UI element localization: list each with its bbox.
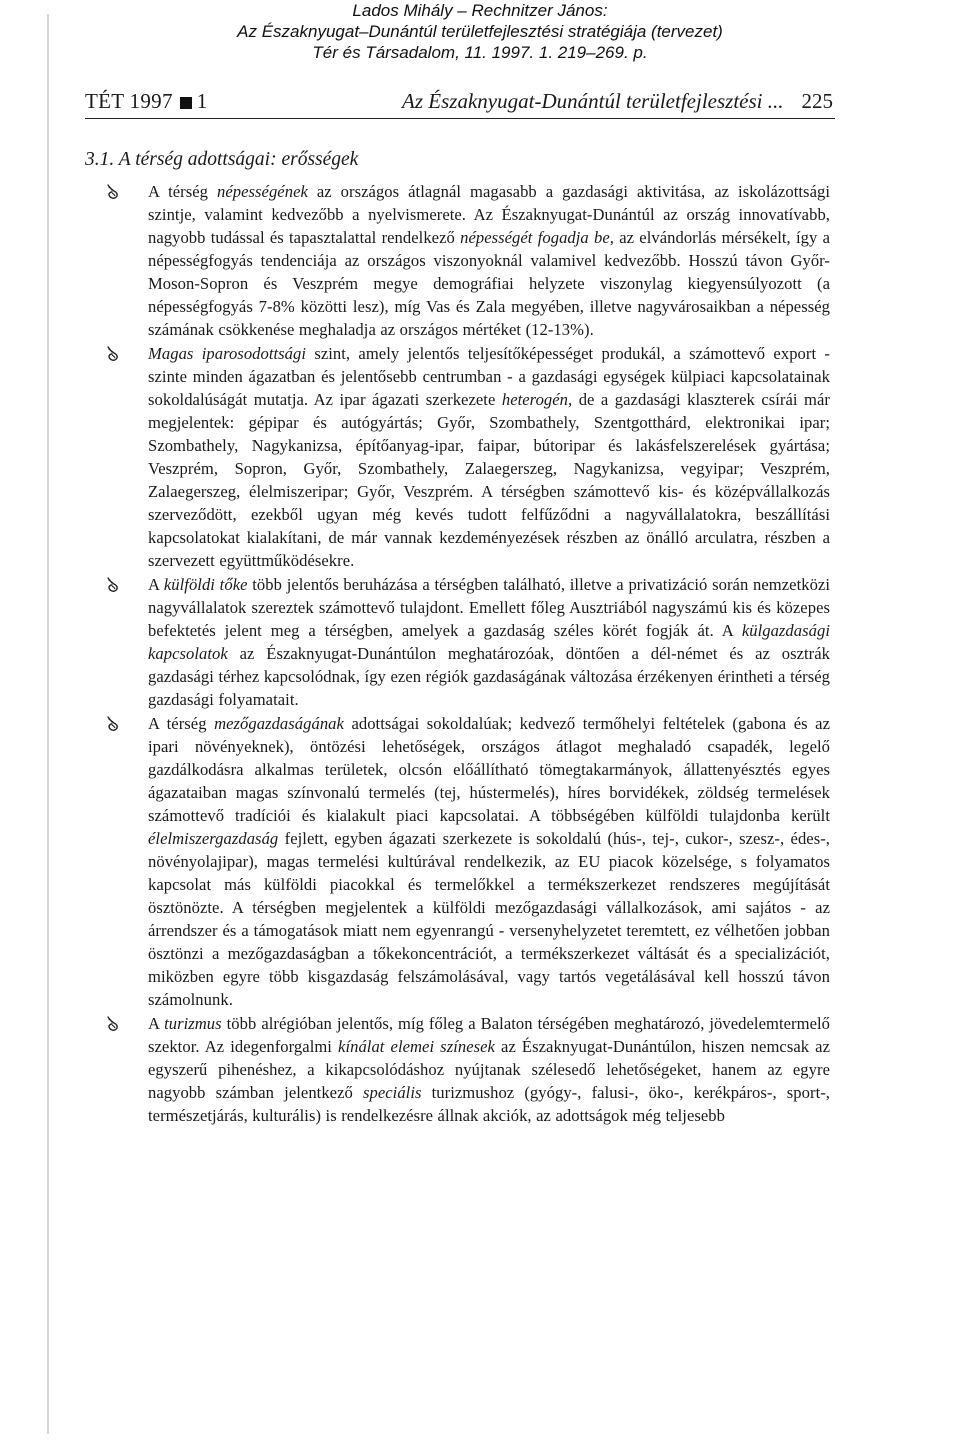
issue-number: 1 <box>196 89 208 113</box>
running-head-title: Az Északnyugat-Dunántúl területfejlesztési ... <box>402 89 784 113</box>
text-run: adottságai sokoldalúak; kedvező termőhelyi feltételek (gabona és az ipari növényeknek), öntözési lehetőségek, országos átlagot meghaladó csapadék, legelő gazdálkodásra alkalmas területek, olcsón előállítható tömegtakarmányok, állattenyésztés egyes ágazataiban magas színvonalú termelés (tej, hústermelés), híres borvidékek, zöldség termelések számottevő tradíciói és kialakult piaci kapcsolatai. A többségében külföldi tulajdonba került <box>148 714 830 825</box>
bullet-item-industry <box>106 342 830 572</box>
page-number: 225 <box>801 89 833 113</box>
bullet-text <box>148 573 830 711</box>
bullet-text <box>148 1012 830 1127</box>
bullet-text <box>148 180 830 341</box>
bullet-text <box>148 342 830 572</box>
bullet-text <box>148 712 830 1011</box>
emphasis-term: élelmiszergazdaság <box>148 829 279 848</box>
text-run: A <box>148 575 164 594</box>
citation-authors: Lados Mihály – Rechnitzer János: <box>352 1 608 20</box>
emphasis-term: turizmus <box>164 1014 222 1033</box>
text-run: több alrégióban jelentős, míg főleg a Balaton térségében meghatározó, jövedelemtermelő szektor. Az idegenforgalmi <box>148 1014 830 1056</box>
strengths-list <box>106 180 830 1128</box>
text-run: de a gazdasági klaszterek csírái már megjelentek: gépipar és autógyártás; Győr, Szombathely, Szentgotthárd, elektronikai ipar; Szombathely, Nagykanizsa, építőanyag-ipar, faipar, bútoripar és lakásfelszerelések gyártása; Veszprém, Sopron, Győr, Szombathely, Zalaegerszeg, Nagykanizsa, vegyipar; Veszprém, Zalaegerszeg, élelmiszeripar; Győr, Veszprém. A térségben számottevő kis- és középvállalkozás szerveződött, ezekből ugyan még kevés tudott felfűződni a nagyvállalatokra, beszállítási kapcsolatokat kialakítani, de már vannak kezdeményezések részben az önálló arculatra, részben a szervezett együttműködésekre. <box>148 390 830 570</box>
citation-block <box>0 0 960 63</box>
bullet-item-tourism <box>106 1012 830 1127</box>
citation-title: Az Északnyugat–Dunántúl területfejlesztési stratégiája (tervezet) <box>237 22 723 41</box>
emphasis-term: Magas iparosodottsági <box>148 344 307 363</box>
running-head-left <box>85 87 208 115</box>
emphasis-term: népességét fogadja be, <box>460 228 614 247</box>
emphasis-term: külgazdasági kapcsolatok <box>148 621 830 663</box>
text-run: A térség <box>148 182 217 201</box>
text-run: A <box>148 1014 165 1033</box>
text-run: az Északnyugat-Dunántúlon meghatározóak, döntően a dél-német és az osztrák gazdasági térhez kapcsolódnak, így ezen régiók gazdaságának változása érzékenyen érintheti a térség gazdasági folyamatait. <box>148 644 830 709</box>
text-run: szint, amely jelentős teljesítőképességet produkál, a számottevő export - szinte minden ágazatban és jelentősebb centrumban - a gazdasági egységek külpiaci kapcsolatainak sokoldalúságát mutatja. Az ipar ágazati szerkezete <box>148 344 830 409</box>
hand-pointing-icon <box>106 184 120 200</box>
text-run: A térség <box>148 714 215 733</box>
hand-pointing-icon <box>106 346 120 362</box>
text-run: az elvándorlás mérsékelt, így a népességfogyás tendenciája az országos viszonyoknál valamivel kedvezőbb. Hosszú távon Győr-Moson-Sopron és Veszprém megye demográfiai helyzete viszonylag kiegyensúlyozott (a népességfogyás 7-8% közötti lesz), míg Vas és Zala megyében, illetve nagyvárosaikban a népesség számának csökkenése meghaladja az országos mértéket (12-13%). <box>148 228 830 339</box>
scan-margin-line <box>47 14 49 1434</box>
running-head-right <box>402 87 833 115</box>
text-run: az Északnyugat-Dunántúlon, hiszen nemcsak az egyszerű pihenéshez, a kikapcsolódáshoz nyújtanak szélesedő lehetőségeket, hanem az egyre nagyobb számban jelentkező <box>148 1037 830 1102</box>
hand-pointing-icon <box>106 1016 120 1032</box>
hand-pointing-icon <box>106 577 120 593</box>
running-head <box>85 87 833 117</box>
bullet-item-population <box>106 180 830 341</box>
text-run: több jelentős beruházása a térségben található, illetve a privatizáció során nemzetközi nagyvállalatok szereztek számottevő tulajdont. Emellett főleg Ausztriából nagyszámú kis és közepes befektetés jelent meg a térségben, amelyek a gazdaság széles körét fogják át. A <box>148 575 830 640</box>
section-heading: 3.1. A térség adottságai: erősségek <box>85 149 359 170</box>
emphasis-term: külföldi tőke <box>163 575 248 594</box>
emphasis-term: mezőgazdaságának <box>214 714 344 733</box>
journal-label: TÉT 1997 <box>85 89 173 113</box>
header-divider <box>85 118 835 119</box>
citation-source: Tér és Társadalom, 11. 1997. 1. 219–269. p. <box>312 43 648 62</box>
emphasis-term: heterogén, <box>501 390 573 409</box>
emphasis-term: speciális <box>362 1083 422 1102</box>
bullet-item-agriculture <box>106 712 830 1011</box>
emphasis-term: népességének <box>217 182 308 201</box>
bullet-item-foreign-capital <box>106 573 830 711</box>
emphasis-term: kínálat elemei színesek <box>338 1037 495 1056</box>
square-bullet-icon <box>180 97 192 109</box>
hand-pointing-icon <box>106 716 120 732</box>
text-run: fejlett, egyben ágazati szerkezete is sokoldalú (hús-, tej-, cukor-, szesz-, édes-, növényolajipar), magas termelési kultúrával rendelkezik, az EU piacok közelsége, s folyamatos kapcsolat más külföldi piacokkal és termelőkkel a termékszerkezet rendszeres megújítását ösztönözte. A térségben megjelentek a külföldi mezőgazdasági vállalkozások, ami sajátos - az árrendszer és a támogatások miatt nem egyenrangú - versenyhelyzetet teremtett, ez vélhetően jobban ösztönzi a mezőgazdaságban a tőkekoncentrációt, a termékszerkezet váltását és a specializációt, miközben egyre több kisgazdaság felszámolásával, vagy tartós vegetálásával kell hosszú távon számolnunk. <box>148 829 830 1009</box>
text-run: az országos átlagnál magasabb a gazdasági aktivitása, az iskolázottsági szintje, valamint kedvezőbb a nyelvismerete. Az Északnyugat-Dunántúl az ország innovatívabb, nagyobb tudással és tapasztalattal rendelkező <box>148 182 830 247</box>
text-run: turizmushoz (gyógy-, falusi-, öko-, kerékpáros-, sport-, természetjárás, kulturális) is rendelkezésre állnak akciók, az adottságok még teljesebb <box>148 1083 831 1125</box>
